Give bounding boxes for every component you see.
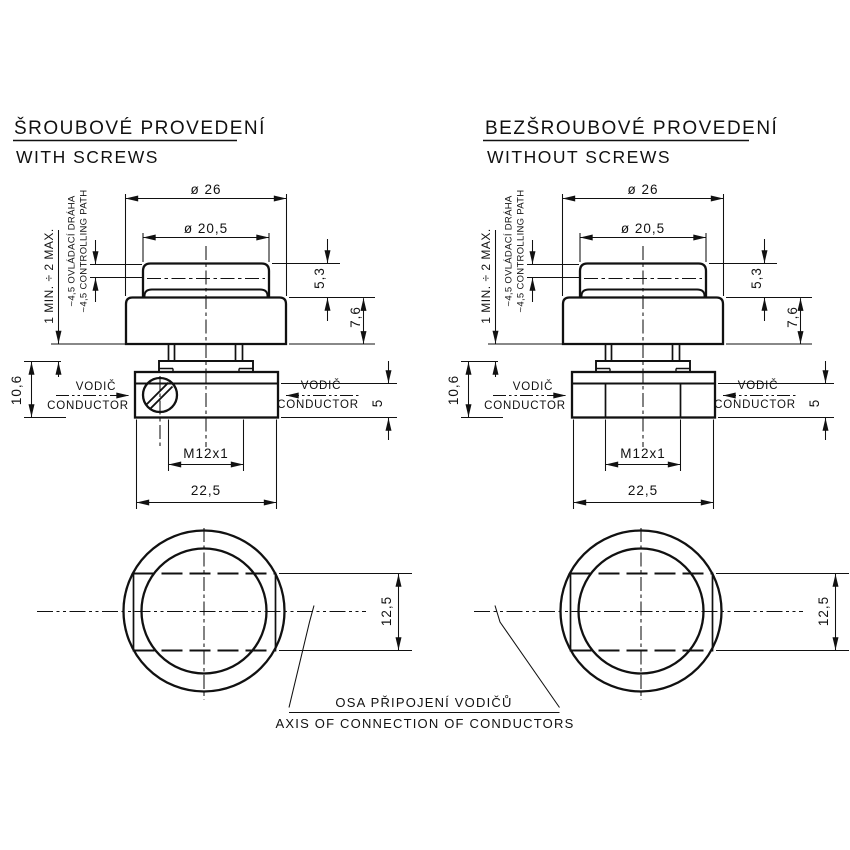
dimension-labels-left: [9, 182, 394, 626]
dim-travel-en: ~4,5 CONTROLLING PATH: [78, 189, 90, 313]
dim-travel-cz: ~4,5 OVLÁDACÍ DRÁHA: [503, 195, 515, 307]
axis-note-czech: OSA PŘIPOJENÍ VODIČŮ: [335, 695, 513, 710]
axis-note-english: AXIS OF CONNECTION OF CONDUCTORS: [275, 716, 575, 731]
dim-dia26: ø 26: [190, 182, 222, 197]
conductor-label-cz: VODIČ: [300, 380, 342, 392]
dim-225: 22,5: [627, 483, 659, 498]
dim-125: 12,5: [816, 595, 831, 627]
dim-5: 5: [807, 398, 822, 408]
dim-dia205: ø 20,5: [183, 221, 229, 236]
title-left: [13, 117, 266, 167]
dim-53: 5,3: [749, 267, 764, 289]
leader-right: [495, 606, 560, 708]
dim-travel-en: ~4,5 CONTROLLING PATH: [515, 189, 527, 313]
conductor-label-cz: VODIČ: [737, 380, 779, 392]
title-right: [483, 117, 778, 167]
conductor-label-en: CONDUCTOR: [714, 399, 796, 411]
dimension-labels-right: [446, 182, 831, 626]
title-right-czech: BEZŠROUBOVÉ PROVEDENÍ: [485, 118, 779, 139]
conductor-label-en: CONDUCTOR: [484, 400, 566, 412]
dim-dia26: ø 26: [627, 182, 659, 197]
dim-225: 22,5: [190, 483, 222, 498]
conductor-label-cz: VODIČ: [512, 381, 554, 393]
axis-of-connection-note: [276, 606, 575, 732]
conductor-label-en: CONDUCTOR: [47, 400, 129, 412]
leader-left: [289, 606, 314, 708]
dim-125: 12,5: [379, 595, 394, 627]
dim-travel-cz: ~4,5 OVLÁDACÍ DRÁHA: [66, 195, 78, 307]
dim-76: 7,6: [348, 306, 363, 328]
dim-dia205: ø 20,5: [620, 221, 666, 236]
dim-106: 10,6: [446, 374, 461, 406]
dim-76: 7,6: [785, 306, 800, 328]
title-left-czech: ŠROUBOVÉ PROVEDENÍ: [14, 118, 266, 139]
dim-thread: M12x1: [183, 446, 229, 461]
dim-5: 5: [370, 398, 385, 408]
dim-panel-range: 1 MIN. ÷ 2 MAX.: [42, 228, 56, 324]
dim-53: 5,3: [312, 267, 327, 289]
dim-panel-range: 1 MIN. ÷ 2 MAX.: [479, 228, 493, 324]
conductor-label-cz: VODIČ: [75, 381, 117, 393]
title-right-english: WITHOUT SCREWS: [487, 147, 672, 167]
conductor-label-en: CONDUCTOR: [277, 399, 359, 411]
dim-thread: M12x1: [620, 446, 666, 461]
title-left-english: WITH SCREWS: [16, 147, 159, 167]
dim-106: 10,6: [9, 374, 24, 406]
